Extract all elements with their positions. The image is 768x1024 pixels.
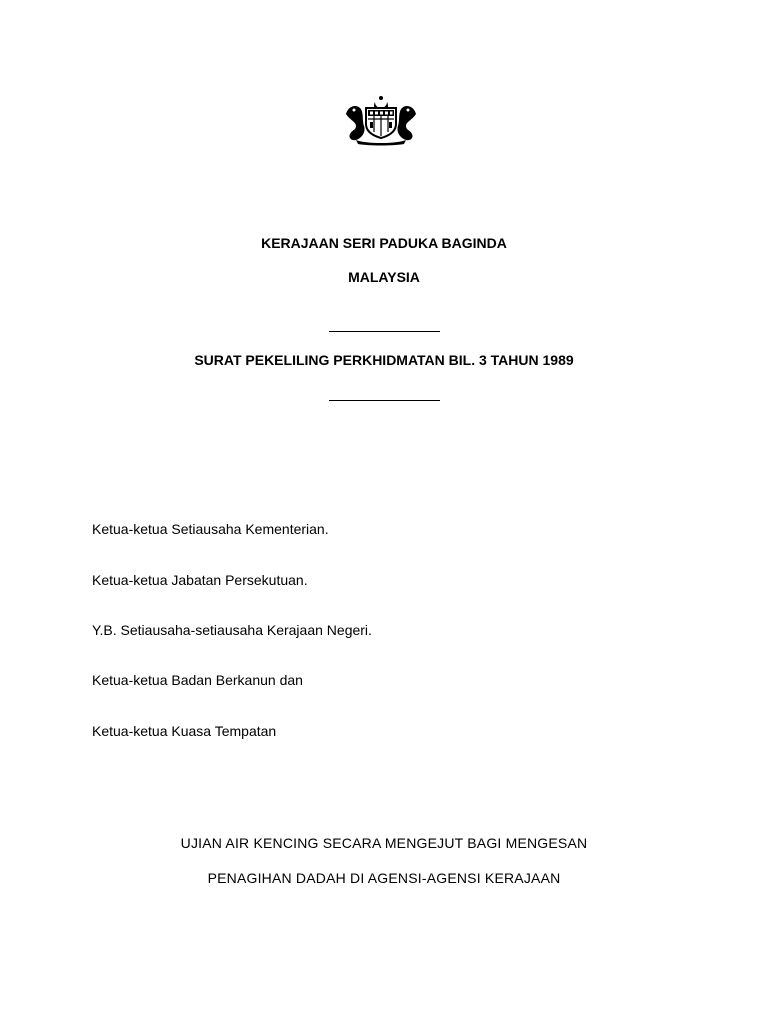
subject-line: UJIAN AIR KENCING SECARA MENGEJUT BAGI MENGESAN — [180, 835, 588, 851]
title-rule-top — [329, 331, 440, 332]
title-rule-bottom — [329, 400, 440, 401]
coat-of-arms-icon — [342, 94, 420, 146]
country-name: MALAYSIA — [348, 269, 420, 285]
addressee-line: Ketua-ketua Kuasa Tempatan — [92, 723, 277, 739]
government-name: KERAJAAN SERI PADUKA BAGINDA — [261, 235, 507, 251]
addressee-line: Ketua-ketua Badan Berkanun dan — [92, 672, 303, 688]
addressee-line: Ketua-ketua Jabatan Persekutuan. — [92, 572, 308, 588]
subject-line: PENAGIHAN DADAH DI AGENSI-AGENSI KERAJAAN — [207, 870, 561, 886]
circular-title: SURAT PEKELILING PERKHIDMATAN BIL. 3 TAHUN 1989 — [194, 352, 574, 368]
addressee-line: Ketua-ketua Setiausaha Kementerian. — [92, 521, 329, 537]
addressee-line: Y.B. Setiausaha-setiausaha Kerajaan Negeri. — [92, 622, 372, 638]
